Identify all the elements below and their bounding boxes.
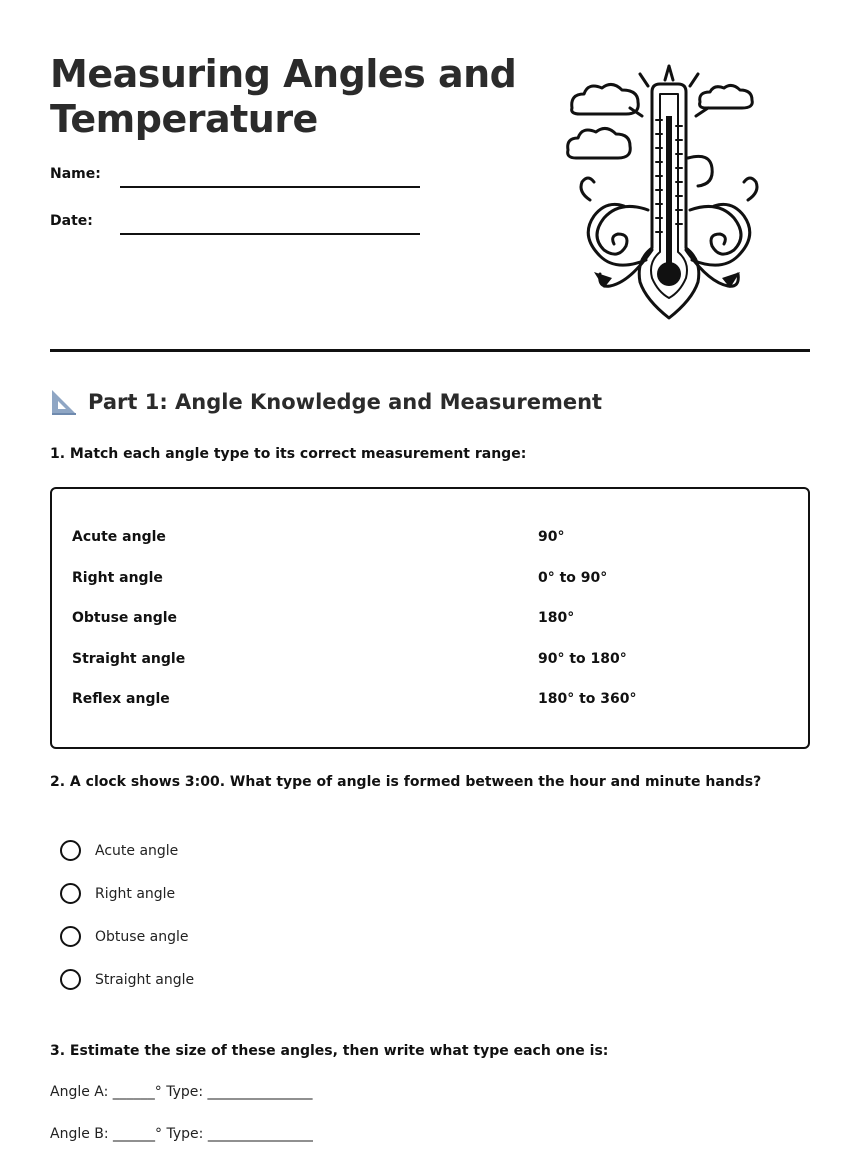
date-label: Date:	[50, 213, 93, 229]
option-label: Right angle	[95, 885, 176, 902]
title-line-2: Temperature	[50, 97, 318, 141]
angle-a-answer-line[interactable]: Angle A: ______° Type: _______________	[50, 1084, 313, 1100]
answer-option[interactable]	[60, 926, 188, 947]
question-2: 2. A clock shows 3:00. What type of angle is formed between the hour and minute hands?	[50, 774, 762, 790]
angle-b-answer-line[interactable]: Angle B: ______° Type: _______________	[50, 1126, 313, 1142]
radio-button[interactable]	[60, 883, 81, 904]
option-label: Straight angle	[95, 971, 195, 988]
set-square-icon	[50, 388, 78, 416]
part1-title: Part 1: Angle Knowledge and Measurement	[88, 390, 603, 414]
answer-option[interactable]	[60, 969, 194, 990]
angle-range[interactable]: 180°	[538, 610, 575, 626]
question-1: 1. Match each angle type to its correct measurement range:	[50, 446, 527, 462]
radio-button[interactable]	[60, 840, 81, 861]
title-line-1: Measuring Angles and	[50, 52, 517, 96]
name-field[interactable]	[120, 186, 420, 188]
question-3: 3. Estimate the size of these angles, then write what type each one is:	[50, 1043, 609, 1059]
date-field[interactable]	[120, 233, 420, 235]
option-label: Obtuse angle	[95, 928, 189, 945]
angle-range[interactable]: 0° to 90°	[538, 570, 608, 586]
angle-type[interactable]: Reflex angle	[72, 691, 170, 707]
angle-range[interactable]: 180° to 360°	[538, 691, 637, 707]
angle-type[interactable]: Acute angle	[72, 529, 166, 545]
angle-range[interactable]: 90°	[538, 529, 565, 545]
angle-type[interactable]: Right angle	[72, 570, 163, 586]
worksheet-title	[50, 52, 530, 142]
header-divider	[50, 349, 810, 352]
option-label: Acute angle	[95, 842, 179, 859]
answer-option[interactable]	[60, 883, 175, 904]
part1-heading	[50, 388, 602, 416]
thermometer-illustration	[560, 60, 770, 322]
angle-type[interactable]: Obtuse angle	[72, 610, 178, 626]
angle-range[interactable]: 90° to 180°	[538, 651, 627, 667]
answer-option[interactable]	[60, 840, 178, 861]
angle-type[interactable]: Straight angle	[72, 651, 186, 667]
radio-button[interactable]	[60, 926, 81, 947]
radio-button[interactable]	[60, 969, 81, 990]
name-label: Name:	[50, 166, 101, 182]
matching-box	[50, 487, 810, 749]
